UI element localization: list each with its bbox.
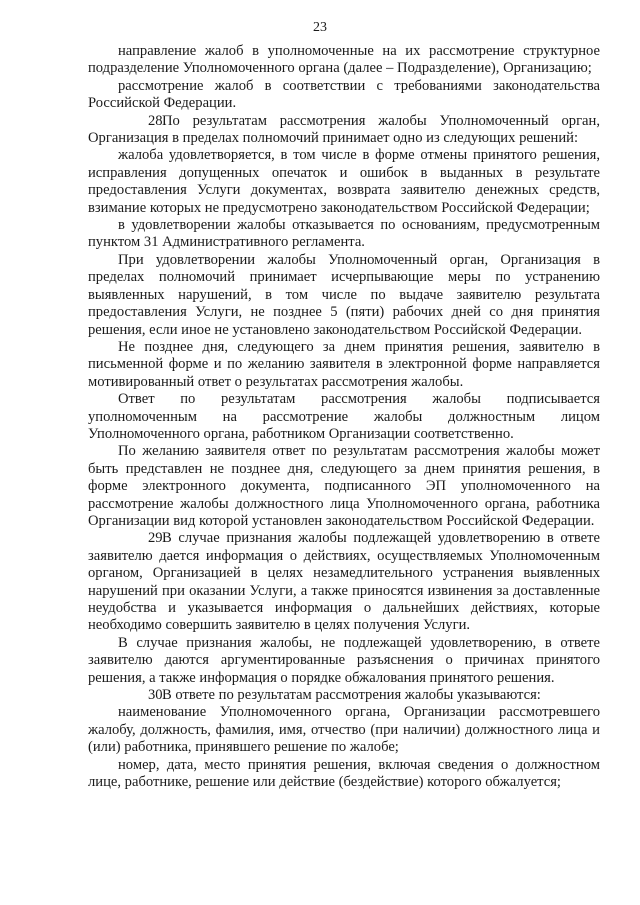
paragraph-text: При удовлетворении жалобы Уполномоченный орган, Организация в пределах полномочий принимает исчерпывающие меры по устранению выявленных нарушений, в том числе по выдаче заявителю результата предоставления Услуги, не позднее 5 (пяти) рабочих дней со дня принятия решения, если иное не установлено законодательством Российской Федерации. — [88, 251, 600, 338]
paragraph-text: В случае признания жалобы, не подлежащей удовлетворению, в ответе заявителю даются аргументированные разъяснения о причинах принятого решения, а также информация о порядке обжалования принятого решения. — [88, 634, 600, 686]
paragraph-text: В ответе по результатам рассмотрения жалобы указываются: — [162, 687, 541, 704]
paragraph — [88, 443, 600, 530]
paragraph-text: По результатам рассмотрения жалобы Уполномоченный орган, Организация в пределах полномочий принимает одно из следующих решений: — [88, 112, 600, 147]
numbered-paragraph-28 — [88, 113, 600, 148]
paragraph-text: По желанию заявителя ответ по результатам рассмотрения жалобы может быть представлен не позднее дня, следующего за днем принятия решения, в форме электронного документа, подписанного ЭП уполномоченного на рассмотрение жалобы должностного лица Уполномоченного органа, работника Организации вид которой установлен законодательством Российской Федерации. — [88, 443, 600, 529]
numbered-paragraph-30 — [88, 687, 600, 704]
clause-number: 29. — [148, 530, 167, 547]
paragraph — [88, 252, 600, 339]
page-number: 23 — [313, 20, 327, 35]
paragraph-text: направление жалоб в уполномоченные на их рассмотрение структурное подразделение Уполномоченного органа (далее – Подразделение), Организацию; — [88, 43, 600, 77]
paragraph — [88, 43, 600, 78]
clause-number: 28. — [148, 112, 167, 129]
paragraph-text: номер, дата, место принятия решения, включая сведения о должностном лице, работнике, решение или действие (бездействие) которого обжалуется; — [88, 756, 600, 791]
paragraph-text: наименование Уполномоченного органа, Организации рассмотревшего жалобу, должность, фамилия, имя, отчество (при наличии) должностного лица и (или) работника, принявшего решение по жалобе; — [88, 704, 600, 756]
paragraph-text: жалоба удовлетворяется, в том числе в форме отмены принятого решения, исправления допущенных опечаток и ошибок в выданных в результате предоставления Услуги документах, возврата заявителю денежных средств, взимание которых не предусмотрено законодательством Российской Федерации; — [88, 147, 600, 216]
paragraph — [88, 391, 600, 443]
clause-number: 30. — [148, 687, 167, 704]
paragraph — [88, 757, 600, 792]
paragraph — [88, 339, 600, 391]
numbered-paragraph-29 — [88, 530, 600, 634]
paragraph-text: рассмотрение жалоб в соответствии с требованиями законодательства Российской Федерации. — [88, 77, 600, 112]
paragraph-text: Не позднее дня, следующего за днем принятия решения, заявителю в письменной форме и по желанию заявителя в электронной форме направляется мотивированный ответ о результатах рассмотрения жалобы. — [88, 338, 600, 390]
paragraph — [88, 78, 600, 113]
paragraph — [88, 704, 600, 756]
document-body — [88, 43, 600, 791]
paragraph — [88, 635, 600, 687]
paragraph — [88, 147, 600, 217]
paragraph — [88, 217, 600, 252]
paragraph-text: В случае признания жалобы подлежащей удовлетворению в ответе заявителю дается информация о действиях, осуществляемых Уполномоченным органом, Организацией в целях незамедлительного устранения выявленных нарушений при оказании Услуги, а также приносятся извинения за доставленные неудобства и указывается информация о дальнейших действиях, которые необходимо совершить заявителю в целях получения Услуги. — [88, 530, 600, 634]
paragraph-text: в удовлетворении жалобы отказывается по основаниям, предусмотренным пунктом 31 Административного регламента. — [88, 217, 600, 251]
paragraph-text: Ответ по результатам рассмотрения жалобы подписывается уполномоченным на рассмотрение жалобы должностным лицом Уполномоченного органа, работником Организации соответственно. — [88, 391, 600, 442]
